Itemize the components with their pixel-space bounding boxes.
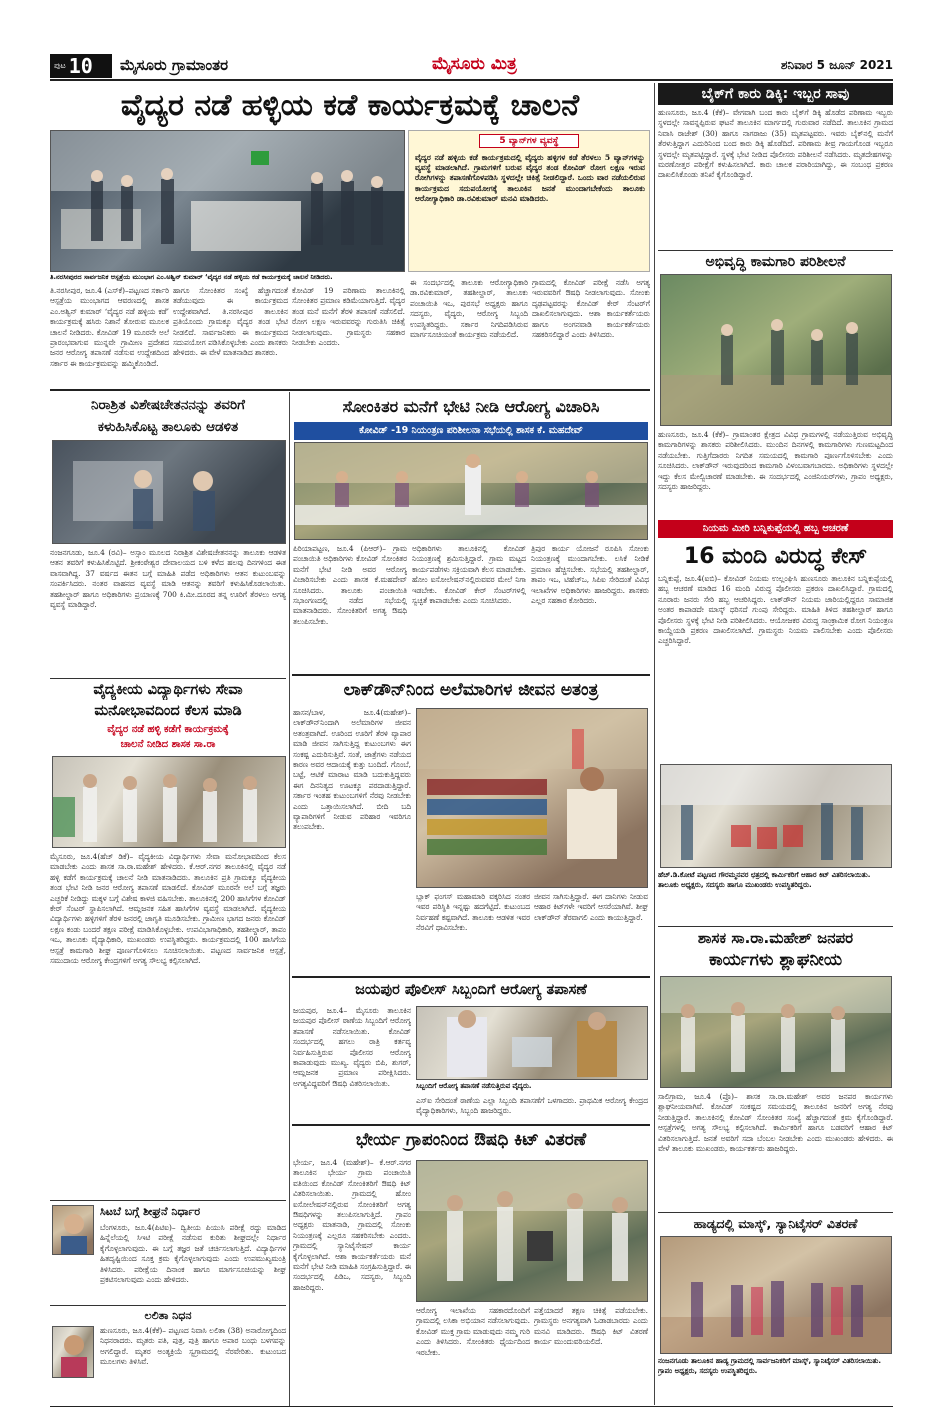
jayapura-photo — [416, 1006, 648, 1080]
sitabe-portrait-figure — [53, 1206, 94, 1255]
sonkitara-photo — [294, 442, 648, 540]
dev-works-text: ಹುಣಸೂರು, ಜೂ.4 (ಕೆಕೆ)– ಗ್ರಾಮಾಂತರ ಕ್ಷೇತ್ರದ ವಿವಿಧ ಗ್ರಾಮಗಳಲ್ಲಿ ನಡೆಯುತ್ತಿರುವ ಅಭಿವೃದ್ಧಿ ಕಾಮಗಾರಿಗಳನ್ನು ಶಾಸಕರು ಪರಿಶೀಲಿಸಿದರು. ಮುಂದಿನ ದಿನಗಳಲ್ಲಿ ಕಾಮಗಾರಿಗಳು ಗುಣಮಟ್ಟದಿಂದ ನಡೆಯಬೇಕು. ಗುತ್ತಿಗೆದಾರರು ನಿಗದಿತ ಸಮಯದಲ್ಲಿ ಕಾಮಗಾರಿ ಪೂರ್ಣಗೊಳಿಸಬೇಕು ಎಂದು ಸೂಚಿಸಿದರು. ಲಾಕ್‌ಡೌನ್ ಇರುವುದರಿಂದ ಕಾಮಗಾರಿ ವಿಳಂಬವಾಗಬಾರದು. ಅಧಿಕಾರಿಗಳು ಸ್ಥಳದಲ್ಲೇ ಇದ್ದು ಕೆಲಸ ಮೇಲ್ವಿಚಾರಣೆ ಮಾಡಬೇಕು. ಈ ಸಂದರ್ಭದಲ್ಲಿ ಎಂಜಿನಿಯರ್‌ಗಳು, ಗ್ರಾಪಂ ಅಧ್ಯಕ್ಷರು, ಸದಸ್ಯರು ಹಾಜರಿದ್ದರು. — [658, 430, 893, 492]
masthead — [50, 52, 893, 80]
ration-caption: ಹೆಚ್.ಡಿ.ಕೋಟೆ ಪಟ್ಟಣದ ಗೌರಮ್ಮನವರ ಛತ್ರದಲ್ಲಿ ಕಾರ್ಮಿಕರಿಗೆ ಆಹಾರ ಕಿಟ್ ವಿತರಿಸಲಾಯಿತು. ತಾಲೂಕು ಅಧ್ಯಕ್ಷರು, ಸದಸ್ಯರು ಹಾಗೂ ಮುಖಂಡರು ಉಪಸ್ಥಿತರಿದ್ದರು. — [658, 871, 871, 890]
masks-caption: ನಂಜನಗೂಡು ತಾಲೂಕಿನ ಹಾಡ್ಯ ಗ್ರಾಮದಲ್ಲಿ ಸಾರ್ವಜನಿಕರಿಗೆ ಮಾಸ್ಕ್, ಸ್ಯಾನಿಟೈಸರ್ ವಿತರಿಸಲಾಯಿತು. ಗ್ರಾಪಂ ಅಧ್ಯಕ್ಷರು, ಸದಸ್ಯರು ಉಪಸ್ಥಿತರಿದ್ದರು. — [658, 1357, 882, 1376]
lead-photo-caption: ತಿ.ನರಸೀಪುರದ ಸಾರ್ವಜನಿಕ ಆಸ್ಪತ್ರೆಯ ಮುಂಭಾಗ ಎಂ.ಅಶ್ವಿನ್ ಕುಮಾರ್ ‘ವೈದ್ಯರ ನಡೆ ಹಳ್ಳಿಯ ಕಡೆ ಕಾರ್ಯಕ್ರಮಕ್ಕೆ ಚಾಲನೆ ನೀಡಿದರು. — [50, 273, 333, 281]
masks-photo-figures — [661, 1237, 892, 1354]
jayapura-text2: ಎಸ್‌ಐ ಸೇರಿದಂತೆ ಠಾಣೆಯ ಎಲ್ಲಾ ಸಿಬ್ಬಂದಿ ತಪಾಸಣೆಗೆ ಒಳಗಾದರು. ಪ್ರಾಥಮಿಕ ಆರೋಗ್ಯ ಕೇಂದ್ರದ ವೈದ್ಯಾಧಿಕಾರಿಗಳು, ಸಿಬ್ಬಂದಿ ಹಾಜರಿದ್ದರು. — [416, 1096, 648, 1116]
orphan-headline-1: ನಿರಾಶ್ರಿತ ವಿಶೇಷಚೇತನನನ್ನು ತವರಿಗೆ — [91, 397, 245, 413]
ration-photo — [660, 764, 892, 868]
sitabe-headline: ಸಿಟಬೆ ಬಗ್ಗೆ ಶೀಘ್ರನೆ ನಿರ್ಧಾರ — [100, 1205, 201, 1218]
mla-headline-2: ಕಾರ್ಯಗಳು ಶ್ಲಾಘನೀಯ — [708, 950, 843, 970]
jayapura-text: ಜಯಪುರ, ಜೂ.4– ಮೈಸೂರು ತಾಲೂಕಿನ ಜಯಪುರ ಪೊಲೀಸ್ ಠಾಣೆಯ ಸಿಬ್ಬಂದಿಗೆ ಆರೋಗ್ಯ ತಪಾಸಣೆ ನಡೆಸಲಾಯಿತು. ಕೋವಿಡ್ ಸಂದರ್ಭದಲ್ಲಿ ಹಗಲು ರಾತ್ರಿ ಕರ್ತವ್ಯ ನಿರ್ವಹಿಸುತ್ತಿರುವ ಪೊಲೀಸರ ಆರೋಗ್ಯ ಕಾಪಾಡುವುದು ಮುಖ್ಯ. ವೈದ್ಯರು ಬಿಪಿ, ಶುಗರ್, ಆಮ್ಲಜನಕ ಪ್ರಮಾಣ ಪರೀಕ್ಷಿಸಿದರು. ಅಗತ್ಯವಿದ್ದವರಿಗೆ ಔಷಧಿ ವಿತರಿಸಲಾಯಿತು. — [293, 1006, 411, 1088]
mla-headline-1: ಶಾಸಕ ಸಾ.ರಾ.ಮಹೇಶ್ ಜನಪರ — [658, 926, 893, 948]
students-subhead-1: ವೈದ್ಯರ ನಡೆ ಹಳ್ಳಿ ಕಡೆಗೆ ಕಾರ್ಯಕ್ರಮಕ್ಕೆ — [107, 724, 229, 735]
dev-works-photo — [660, 274, 892, 426]
issue-date: ಶನಿವಾರ 5 ಜೂನ್ 2021 — [780, 58, 893, 72]
lead-bottom-rule — [50, 389, 650, 391]
orphan-headline-2: ಕಳುಹಿಸಿಕೊಟ್ಟ ತಾಲೂಕು ಆಡಳಿತ — [97, 419, 239, 435]
lead-sidebox — [408, 130, 650, 272]
students-text: ಮೈಸೂರು, ಜೂ.4(ಹೆಚ್ ಡಿಕೆ)– ವೈದ್ಯಕೀಯ ವಿದ್ಯಾರ್ಥಿಗಳು ಸೇವಾ ಮನೋಭಾವದಿಂದ ಕೆಲಸ ಮಾಡಬೇಕು ಎಂದು ಶಾಸಕ ಸಾ.ರಾ.ಮಹೇಶ್ ಹೇಳಿದರು. ಕೆ.ಆರ್.ನಗರ ತಾಲೂಕಿನಲ್ಲಿ ವೈದ್ಯರ ನಡೆ ಹಳ್ಳಿ ಕಡೆಗೆ ಕಾರ್ಯಕ್ರಮಕ್ಕೆ ಚಾಲನೆ ನೀಡಿ ಮಾತನಾಡಿದರು. ತಾಲೂಕಿನ ಪ್ರತಿ ಗ್ರಾಮಕ್ಕೂ ವೈದ್ಯಕೀಯ ತಂಡ ಭೇಟಿ ನೀಡಿ ಜನರ ಆರೋಗ್ಯ ತಪಾಸಣೆ ಮಾಡಲಿದೆ. ಕೋವಿಡ್ ಮೂರನೇ ಅಲೆ ಬಗ್ಗೆ ತಜ್ಞರು ಎಚ್ಚರಿಕೆ ನೀಡಿದ್ದು ಮಕ್ಕಳ ಬಗ್ಗೆ ವಿಶೇಷ ಕಾಳಜಿ ವಹಿಸಬೇಕು. ತಾಲೂಕಿನಲ್ಲಿ 200 ಹಾಸಿಗೆಗಳ ಕೋವಿಡ್ ಕೇರ್ ಸೆಂಟರ್ ಸ್ಥಾಪಿಸಲಾಗಿದೆ. ಆಮ್ಲಜನಕ ಸಹಿತ ಹಾಸಿಗೆಗಳ ವ್ಯವಸ್ಥೆ ಮಾಡಲಾಗಿದೆ. ವೈದ್ಯಕೀಯ ವಿದ್ಯಾರ್ಥಿಗಳು ಹಳ್ಳಿಗಳಿಗೆ ತೆರಳಿ ಜನರಲ್ಲಿ ಜಾಗೃತಿ ಮೂಡಿಸಬೇಕು. ಗ್ರಾಮೀಣ ಭಾಗದ ಜನರು ಕೋವಿಡ್ ಲಕ್ಷಣ ಕಂಡು ಬಂದರೆ ತಕ್ಷಣ ಪರೀಕ್ಷೆ ಮಾಡಿಸಿಕೊಳ್ಳಬೇಕು. ಉಪವಿಭಾಗಾಧಿಕಾರಿ, ತಹಶೀಲ್ದಾರ್, ತಾಪಂ ಇಒ, ತಾಲೂಕು ವೈದ್ಯಾಧಿಕಾರಿ, ಮುಖಂಡರು ಉಪಸ್ಥಿತರಿದ್ದರು. ಕಾರ್ಯಕ್ರಮದಲ್ಲಿ 100 ಹಾಸಿಗೆಯ ಆಸ್ಪತ್ರೆ ಕಾಮಗಾರಿ ಶೀಘ್ರ ಪೂರ್ಣಗೊಳಿಸಲು ಸೂಚಿಸಲಾಯಿತು. ಪಟ್ಟಣದ ಸಾರ್ವಜನಿಕ ಆಸ್ಪತ್ರೆ, ಸಮುದಾಯ ಆರೋಗ್ಯ ಕೇಂದ್ರಗಳಿಗೆ ಅಗತ್ಯ ಸೌಲಭ್ಯ ಕಲ್ಪಿಸಲಾಗಿದೆ. — [50, 852, 286, 966]
case-headline: 16 ಮಂದಿ ವಿರುದ್ಧ ಕೇಸ್ — [683, 543, 868, 569]
obit-block — [50, 1305, 286, 1405]
sonkitara-photo-figures — [295, 443, 648, 540]
sitabe-block — [50, 1200, 286, 1302]
dev-works-headline: ಅಭಿವೃದ್ಧಿ ಕಾಮಗಾರಿ ಪರಿಶೀಲನೆ — [658, 250, 893, 272]
section-label: ಮೈಸೂರು ಗ್ರಾಮಾಂತರ — [120, 56, 229, 74]
masthead-rule — [50, 79, 893, 81]
obit-portrait — [52, 1326, 94, 1378]
obit-text: ಹುಣಸೂರು, ಜೂ.4(ಕೆಕೆ)– ಪಟ್ಟಣದ ನಿವಾಸಿ ಲಲಿತಾ (38) ಅನಾರೋಗ್ಯದಿಂದ ನಿಧನರಾದರು. ಮೃತರು ಪತಿ, ಪುತ್ರ, ಪುತ್ರಿ ಹಾಗೂ ಅಪಾರ ಬಂಧು ಬಳಗವನ್ನು ಅಗಲಿದ್ದಾರೆ. ಮೃತರ ಅಂತ್ಯಕ್ರಿಯೆ ಸ್ವಗ್ರಾಮದಲ್ಲಿ ನೆರವೇರಿತು. ಕುಟುಂಬದ ಮೂಲಗಳು ತಿಳಿಸಿವೆ. — [100, 1326, 286, 1367]
sonkitara-headline: ಸೋಂಕಿತರ ಮನೆಗೆ ಭೇಟಿ ನೀಡಿ ಆರೋಗ್ಯ ವಿಚಾರಿಸಿ — [342, 397, 600, 416]
bhairya-text: ಭೇರ್ಯ, ಜೂ.4 (ಮಹೇಶ್)– ಕೆ.ಆರ್.ನಗರ ತಾಲೂಕಿನ ಭೇರ್ಯ ಗ್ರಾಮ ಪಂಚಾಯಿತಿ ವತಿಯಿಂದ ಕೋವಿಡ್ ಸೋಂಕಿತರಿಗೆ ಔಷಧಿ ಕಿಟ್ ವಿತರಿಸಲಾಯಿತು. ಗ್ರಾಮದಲ್ಲಿ ಹೋಂ ಐಸೋಲೇಷನ್‌ನಲ್ಲಿರುವ ಸೋಂಕಿತರಿಗೆ ಅಗತ್ಯ ಔಷಧಿಗಳನ್ನು ತಲುಪಿಸಲಾಗುತ್ತಿದೆ. ಗ್ರಾಪಂ ಅಧ್ಯಕ್ಷರು ಮಾತನಾಡಿ, ಗ್ರಾಮದಲ್ಲಿ ಸೋಂಕು ನಿಯಂತ್ರಣಕ್ಕೆ ಎಲ್ಲರೂ ಸಹಕರಿಸಬೇಕು ಎಂದರು. ಗ್ರಾಮದಲ್ಲಿ ಸ್ಯಾನಿಟೈಸೇಷನ್ ಕಾರ್ಯ ಕೈಗೊಳ್ಳಲಾಗಿದೆ. ಆಶಾ ಕಾರ್ಯಕರ್ತೆಯರು ಮನೆ ಮನೆಗೆ ಭೇಟಿ ನೀಡಿ ಮಾಹಿತಿ ಸಂಗ್ರಹಿಸುತ್ತಿದ್ದಾರೆ. ಈ ಸಂದರ್ಭದಲ್ಲಿ ಪಿಡಿಒ, ಸದಸ್ಯರು, ಸಿಬ್ಬಂದಿ ಹಾಜರಿದ್ದರು. — [293, 1158, 411, 1292]
lockdown-text-bottom2: ಜೀವನ ಸಾಗಿಸುತ್ತಿದ್ದಾರೆ. ಈಗ ದಾನಿಗಳು ನೀಡುವ ಆಹಾರ ಕಿಟ್‌ಗಳೇ ಇವರಿಗೆ ಆಸರೆಯಾಗಿವೆ. ಶೀಘ್ರ ಲಾಕ್‌ಡೌನ್ ತೆರವಾಗಲಿ ಎಂದು ಕಾಯುತ್ತಿದ್ದಾರೆ. — [534, 892, 648, 922]
sonkitara-banner: ಕೋವಿಡ್ -19 ನಿಯಂತ್ರಣ ಪರಿಶೀಲನಾ ಸಭೆಯಲ್ಲಿ ಶಾಸಕ ಕೆ. ಮಹದೇವ್ — [294, 422, 648, 440]
obit-portrait-figure — [53, 1327, 94, 1378]
sonkitara-text-col1: ಪಿರಿಯಾಪಟ್ಟಣ, ಜೂ.4 (ಪಿಆರ್)– ಗ್ರಾಮ ಪಂಚಾಯಿತಿ ಅಧಿಕಾರಿಗಳು ಕೋವಿಡ್ ಸೋಂಕಿತರ ಮನೆಗೆ ಭೇಟಿ ನೀಡಿ ಅವರ ಆರೋಗ್ಯ ವಿಚಾರಿಸಬೇಕು ಎಂದು ಶಾಸಕ ಕೆ.ಮಹದೇವ್ ಸೂಚಿಸಿದರು. ತಾಲೂಕು ಪಂಚಾಯಿತಿ ಸಭಾಂಗಣದಲ್ಲಿ ನಡೆದ ಸಭೆಯಲ್ಲಿ ಮಾತನಾಡಿದರು. ಸೋಂಕಿತರಿಗೆ ಅಗತ್ಯ ಔಷಧಿ ತಲುಪಿಸಬೇಕು. — [293, 544, 407, 626]
students-headline-2: ಮನೋಭಾವದಿಂದ ಕೆಲಸ ಮಾಡಿ — [94, 703, 242, 719]
dev-works-photo-figures — [661, 275, 892, 426]
lead-sidebox-title: 5 ವ್ಯಾನ್‌ಗಳ ವ್ಯವಸ್ಥೆ — [479, 134, 579, 148]
lead-text-col1: ತಿ.ನರಸೀಪುರ, ಜೂ.4 (ಎಸ್‌ಕೆ)–ಪಟ್ಟಣದ ಸರ್ಕಾರಿ ಆಸ್ಪತ್ರೆಯ ಮುಂಭಾಗದ ಆವರಣದಲ್ಲಿ ಶಾಸಕ ಎಂ.ಅಶ್ವಿನ್ ಕುಮಾರ್ ‘ವೈದ್ಯರ ನಡೆ ಹಳ್ಳಿಯ ಕಡೆ’ ಕಾರ್ಯಕ್ರಮಕ್ಕೆ ಹಸಿರು ನಿಶಾನೆ ತೋರುವ ಮೂಲಕ ಚಾಲನೆ ನೀಡಿದರು. ಕೋವಿಡ್ 19 ಮೂರನೇ ಅಲೆ ಪ್ರಾರಂಭವಾಗುವ ಮುನ್ನವೇ ಗ್ರಾಮೀಣ ಪ್ರದೇಶದ ಜನರ ಆರೋಗ್ಯ ತಪಾಸಣೆ ನಡೆಸುವ ಉದ್ದೇಶದಿಂದ ಸರ್ಕಾರ ಈ ಕಾರ್ಯಕ್ರಮವನ್ನು ಹಮ್ಮಿಕೊಂಡಿದೆ. — [50, 286, 169, 368]
page-number-box — [50, 54, 112, 78]
case-text: ಬನ್ನಿಕುಪ್ಪೆ, ಜೂ.4(ಐಬಿ)– ಕೋವಿಡ್ ನಿಯಮ ಉಲ್ಲಂಘಿಸಿ ಹುಣಸೂರು ತಾಲೂಕಿನ ಬನ್ನಿಕುಪ್ಪೆಯಲ್ಲಿ ಹಬ್ಬ ಆಚರಣೆ ಮಾಡಿದ 16 ಮಂದಿ ವಿರುದ್ಧ ಪೊಲೀಸರು ಪ್ರಕರಣ ದಾಖಲಿಸಿದ್ದಾರೆ. ಗ್ರಾಮದಲ್ಲಿ ನೂರಾರು ಜನರು ಸೇರಿ ಹಬ್ಬ ಆಚರಿಸಿದ್ದರು. ಲಾಕ್‌ಡೌನ್ ನಿಯಮ ಜಾರಿಯಲ್ಲಿದ್ದರೂ ಸಾಮಾಜಿಕ ಅಂತರ ಕಾಪಾಡದೇ ಮಾಸ್ಕ್ ಧರಿಸದೆ ಗುಂಪು ಸೇರಿದ್ದರು. ಮಾಹಿತಿ ತಿಳಿದ ತಹಶೀಲ್ದಾರ್ ಹಾಗೂ ಪೊಲೀಸರು ಸ್ಥಳಕ್ಕೆ ಭೇಟಿ ನೀಡಿ ಪರಿಶೀಲಿಸಿದರು. ಆಯೋಜಕರ ವಿರುದ್ಧ ಸಾಂಕ್ರಾಮಿಕ ರೋಗ ನಿಯಂತ್ರಣ ಕಾಯ್ದೆಯಡಿ ಪ್ರಕರಣ ದಾಖಲಿಸಲಾಗಿದೆ. ಗ್ರಾಮಸ್ಥರು ನಿಯಮ ಪಾಲಿಸಬೇಕು ಎಂದು ಪೊಲೀಸರು ಎಚ್ಚರಿಸಿದ್ದಾರೆ. — [658, 574, 893, 646]
lead-sidebox-text: ವೈದ್ಯರ ನಡೆ ಹಳ್ಳಿಯ ಕಡೆ ಕಾರ್ಯಕ್ರಮದಲ್ಲಿ ವೈದ್ಯರು ಹಳ್ಳಿಗಳ ಕಡೆ ತೆರಳಲು 5 ವ್ಯಾನ್‌ಗಳನ್ನು ವ್ಯವಸ್ಥೆ ಮಾಡಲಾಗಿದೆ. ಗ್ರಾಮಗಳಿಗೆ ಬರುವ ವೈದ್ಯರ ತಂಡ ಕೋವಿಡ್ ರೋಗ ಲಕ್ಷಣ ಇರುವ ರೋಗಿಗಳನ್ನು ತಪಾಸಣೆಗೊಳಪಡಿಸಿ ಸ್ಥಳದಲ್ಲೇ ಚಿಕಿತ್ಸೆ ನೀಡಲಿದ್ದಾರೆ. ಒಂದು ವಾರ ನಡೆಯಲಿರುವ ಕಾರ್ಯಕ್ರಮದ ಸದುಪಯೋಗಕ್ಕೆ ತಾಲೂಕಿನ ಜನತೆ ಮುಂದಾಗಬೇಕೆಂದು ತಾಲೂಕು ಆರೋಗ್ಯಾಧಿಕಾರಿ ಡಾ.ರವಿಕುಮಾರ್ ಮನವಿ ಮಾಡಿದರು. — [415, 153, 645, 203]
masks-photo — [660, 1236, 892, 1354]
students-photo-figures — [53, 757, 286, 848]
sonkitara-text-col3: ತ್ರಿಪುರ ಕಾರ್ಯ ಯೋಜನೆ ರೂಪಿಸಿ ಸೋಂಕು ನಿಯಂತ್ರಣಕ್ಕೆ ಮುಂದಾಗಬೇಕು. ಲಸಿಕೆ ನೀಡಿಕೆ ಪ್ರಮಾಣ ಹೆಚ್ಚಿಸಬೇಕು. ಸಭೆಯಲ್ಲಿ ತಹಶೀಲ್ದಾರ್, ತಾಪಂ ಇಒ, ಟಿಹೆಚ್‌ಒ, ಸಿಪಿಐ ಸೇರಿದಂತೆ ವಿವಿಧ ಇಲಾಖೆಗಳ ಅಧಿಕಾರಿಗಳು ಹಾಜರಿದ್ದರು. ಶಾಸಕರು ಎಲ್ಲರ ಸಹಕಾರ ಕೋರಿದರು. — [531, 544, 649, 606]
orphan-text: ನಂಜನಗೂಡು, ಜೂ.4 (ರವಿ)– ಅಸ್ಸಾಂ ಮೂಲದ ನಿರಾಶ್ರಿತ ವಿಶೇಷಚೇತನನನ್ನು ತಾಲೂಕು ಆಡಳಿತ ಆತನ ತವರಿಗೆ ಕಳುಹಿಸಿಕೊಟ್ಟಿದೆ. ಶ್ರೀಕಂಠೇಶ್ವರ ದೇವಾಲಯದ ಬಳಿ ಕಳೆದ ಹಲವು ದಿನಗಳಿಂದ ಈತ ವಾಸವಾಗಿದ್ದ. 37 ವರ್ಷದ ಈತನ ಬಗ್ಗೆ ಮಾಹಿತಿ ಪಡೆದ ಅಧಿಕಾರಿಗಳು ಆತನ ಕುಟುಂಬವನ್ನು ಸಂಪರ್ಕಿಸಿದರು. ನಂತರ ವಾಹನದ ವ್ಯವಸ್ಥೆ ಮಾಡಿ ಆತನನ್ನು ತವರಿಗೆ ಕಳುಹಿಸಿಕೊಡಲಾಯಿತು. ತಹಶೀಲ್ದಾರ್ ಹಾಗೂ ಅಧಿಕಾರಿಗಳು ಪ್ರಯಾಣಕ್ಕೆ 700 ಕಿ.ಮೀ.ದೂರದ ತನ್ನ ಊರಿಗೆ ತೆರಳಲು ಅಗತ್ಯ ವ್ಯವಸ್ಥೆ ಮಾಡಿದ್ದಾರೆ. — [50, 548, 286, 610]
lead-text-col2: ಹಾಗೂ ಸೋಂಕಿತರ ಸಂಖ್ಯೆ ಹೆಚ್ಚಾಗದಂತೆ ತಡೆಯುವುದು ಈ ಕಾರ್ಯಕ್ರಮದ ಉದ್ದೇಶವಾಗಿದೆ. ತಿ.ನರಸೀಪುರ ತಾಲೂಕಿನ ಪ್ರತಿಯೊಂದು ಗ್ರಾಮಕ್ಕೂ ವೈದ್ಯರ ತಂಡ ಭೇಟಿ ನೀಡಲಿದೆ. ಸಾರ್ವಜನಿಕರು ಈ ಕಾರ್ಯಕ್ರಮದ ಸದುಪಯೋಗ ಪಡಿಸಿಕೊಳ್ಳಬೇಕು ಎಂದು ಶಾಸಕರು ಹೇಳಿದರು. ಈ ವೇಳೆ ಮಾತನಾಡಿದ ಶಾಸಕರು. — [173, 286, 288, 358]
sitabe-text: ಬೆಂಗಳೂರು, ಜೂ.4(ಪಿಟಿಐ)– ದ್ವಿತೀಯ ಪಿಯುಸಿ ಪರೀಕ್ಷೆ ರದ್ದು ಮಾಡಿದ ಹಿನ್ನೆಲೆಯಲ್ಲಿ ಸಿಇಟಿ ಪರೀಕ್ಷೆ ನಡೆಸುವ ಕುರಿತು ಶೀಘ್ರದಲ್ಲೇ ನಿರ್ಧಾರ ಕೈಗೊಳ್ಳಲಾಗುವುದು. ಈ ಬಗ್ಗೆ ತಜ್ಞರ ಜತೆ ಚರ್ಚಿಸಲಾಗುತ್ತಿದೆ. ವಿದ್ಯಾರ್ಥಿಗಳ ಹಿತದೃಷ್ಟಿಯಿಂದ ಸೂಕ್ತ ಕ್ರಮ ಕೈಗೊಳ್ಳಲಾಗುವುದು ಎಂದು ಉಪಮುಖ್ಯಮಂತ್ರಿ ತಿಳಿಸಿದರು. ಪರೀಕ್ಷೆಯ ದಿನಾಂಕ ಹಾಗೂ ಮಾರ್ಗಸೂಚಿಯನ್ನು ಶೀಘ್ರ ಪ್ರಕಟಿಸಲಾಗುವುದು ಎಂದು ಹೇಳಿದರು. — [100, 1223, 286, 1285]
lockdown-text: ಹಾಸನ/ಬಾಳ, ಜೂ.4(ಮಹೇಶ್)– ಲಾಕ್‌ಡೌನ್‌ನಿಂದಾಗಿ ಅಲೆಮಾರಿಗಳ ಜೀವನ ಅತಂತ್ರವಾಗಿದೆ. ಊರಿಂದ ಊರಿಗೆ ತೆರಳಿ ವ್ಯಾಪಾರ ಮಾಡಿ ಜೀವನ ಸಾಗಿಸುತ್ತಿದ್ದ ಕುಟುಂಬಗಳು ಈಗ ಸಂಕಷ್ಟ ಎದುರಿಸುತ್ತಿವೆ. ಸಂತೆ, ಜಾತ್ರೆಗಳು ನಡೆಯದ ಕಾರಣ ಅವರ ಆದಾಯಕ್ಕೆ ಕುತ್ತು ಬಂದಿದೆ. ಗೊಂಬೆ, ಬಟ್ಟೆ, ಆಟಿಕೆ ಮಾರಾಟ ಮಾಡಿ ಬದುಕುತ್ತಿದ್ದವರು ಈಗ ದಿನನಿತ್ಯದ ಊಟಕ್ಕೂ ಪರದಾಡುತ್ತಿದ್ದಾರೆ. ಸರ್ಕಾರ ಇಂತಹ ಕುಟುಂಬಗಳಿಗೆ ನೆರವು ನೀಡಬೇಕು ಎಂದು ಒತ್ತಾಯಿಸಲಾಗಿದೆ. ಬೀದಿ ಬದಿ ವ್ಯಾಪಾರಿಗಳಿಗೆ ನೀಡುವ ಪರಿಹಾರ ಇವರಿಗೂ ತಲುಪಬೇಕು. — [293, 708, 411, 832]
lockdown-text-bottom1: ಬ್ಲಾಕ್ ಫಂಗಸ್ ಮಹಾಮಾರಿ ವಕ್ಕರಿಸಿದ ನಂತರ ಇವರ ಪರಿಸ್ಥಿತಿ ಇನ್ನಷ್ಟು ಹದಗೆಟ್ಟಿದೆ. ಕುಟುಂಬದ ನಿರ್ವಹಣೆ ಕಷ್ಟವಾಗಿದೆ. ತಾಲೂಕು ಆಡಳಿತ ಇವರ ನೆರವಿಗೆ ಧಾವಿಸಬೇಕು. — [416, 892, 530, 933]
lead-text-col5: ಗ್ರಾಮದಲ್ಲಿ ಕೋವಿಡ್ ಪರೀಕ್ಷೆ ನಡೆಸಿ ಅಗತ್ಯ ಇರುವವರಿಗೆ ಔಷಧಿ ನೀಡಲಾಗುವುದು. ಸೋಂಕು ದೃಢಪಟ್ಟವರನ್ನು ಕೋವಿಡ್ ಕೇರ್ ಸೆಂಟರ್‌ಗೆ ದಾಖಲಿಸಲಾಗುವುದು. ಆಶಾ ಕಾರ್ಯಕರ್ತೆಯರು ಹಾಗೂ ಅಂಗನವಾಡಿ ಕಾರ್ಯಕರ್ತೆಯರು ಸಹಕರಿಸಲಿದ್ದಾರೆ ಎಂದು ತಿಳಿಸಿದರು. — [532, 278, 650, 340]
students-headline-1: ವೈದ್ಯಕೀಯ ವಿದ್ಯಾರ್ಥಿಗಳು ಸೇವಾ — [50, 678, 286, 700]
right-top-headline: ಬೈಕ್‌ಗೆ ಕಾರು ಡಿಕ್ಕಿ: ಇಬ್ಬರ ಸಾವು — [658, 83, 893, 105]
bhairya-photo-figures — [417, 1161, 648, 1302]
ration-photo-figures — [661, 765, 892, 868]
mla-photo — [660, 976, 892, 1088]
bhairya-photo — [416, 1160, 648, 1302]
jayapura-headline: ಜಯಪುರ ಪೊಲೀಸ್ ಸಿಬ್ಬಂದಿಗೆ ಆರೋಗ್ಯ ತಪಾಸಣೆ — [292, 976, 650, 1002]
page-number: 10 — [68, 54, 93, 78]
lead-text-col4: ಈ ಸಂದರ್ಭದಲ್ಲಿ ತಾಲೂಕು ಆರೋಗ್ಯಾಧಿಕಾರಿ ಡಾ.ರವಿಕುಮಾರ್, ತಹಶೀಲ್ದಾರ್, ತಾಲೂಕು ಪಂಚಾಯಿತಿ ಇಒ, ಪುರಸಭೆ ಅಧ್ಯಕ್ಷರು ಹಾಗೂ ಸದಸ್ಯರು, ವೈದ್ಯರು, ಆರೋಗ್ಯ ಸಿಬ್ಬಂದಿ ಉಪಸ್ಥಿತರಿದ್ದರು. ಸರ್ಕಾರ ನಿಗದಿಪಡಿಸಿರುವ ಮಾರ್ಗಸೂಚಿಯಂತೆ ಕಾರ್ಯಕ್ರಮ ನಡೆಯಲಿದೆ. — [410, 278, 528, 340]
students-photo — [52, 756, 286, 848]
lockdown-photo-figures — [417, 709, 648, 888]
sitabe-portrait — [52, 1205, 94, 1255]
lead-photo-figures — [51, 131, 405, 272]
bhairya-text3: ಪತ್ತೆಯಾದರೆ ತಕ್ಷಣ ಚಿಕಿತ್ಸೆ ಪಡೆಯಬೇಕು. ಗ್ರಾಮಸ್ಥರು ಅನಗತ್ಯವಾಗಿ ಓಡಾಡಬಾರದು ಎಂದು ಮನವಿ ಮಾಡಿದರು. ಔಷಧಿ ಕಿಟ್ ವಿತರಣೆ ಕಾರ್ಯ ಮುಂದುವರಿಯಲಿದೆ. — [534, 1306, 648, 1347]
page-bottom-rule — [50, 1406, 893, 1407]
orphan-photo — [52, 440, 286, 544]
mla-photo-figures — [661, 977, 892, 1088]
jayapura-photo-figures — [417, 1007, 648, 1080]
orphan-photo-figures — [53, 441, 286, 544]
lead-photo — [50, 130, 405, 272]
lead-text-col3: ಕೋವಿಡ್ 19 ಪರಿಣಾಮ ತಾಲೂಕಿನಲ್ಲಿ ಸೋಂಕಿತರ ಪ್ರಮಾಣ ಕಡಿಮೆಯಾಗುತ್ತಿದೆ. ವೈದ್ಯರ ತಂಡ ಮನೆ ಮನೆಗೆ ತೆರಳಿ ತಪಾಸಣೆ ನಡೆಸಲಿದೆ. ರೋಗ ಲಕ್ಷಣ ಇರುವವರನ್ನು ಗುರುತಿಸಿ ಚಿಕಿತ್ಸೆ ನೀಡಲಾಗುವುದು. ಗ್ರಾಮಸ್ಥರು ಸಹಕಾರ ನೀಡಬೇಕು ಎಂದರು. — [292, 286, 405, 348]
lockdown-headline: ಲಾಕ್‌ಡೌನ್‌ನಿಂದ ಅಲೆಮಾರಿಗಳ ಜೀವನ ಅತಂತ್ರ — [292, 674, 650, 704]
paper-name: ಮೈಸೂರು ಮಿತ್ರ — [432, 54, 517, 74]
students-subhead-2: ಚಾಲನೆ ನೀಡಿದ ಶಾಸಕ ಸಾ.ರಾ — [120, 739, 216, 750]
lead-headline: ವೈದ್ಯರ ನಡೆ ಹಳ್ಳಿಯ ಕಡೆ ಕಾರ್ಯಕ್ರಮಕ್ಕೆ ಚಾಲನೆ — [120, 87, 580, 123]
case-kicker: ನಿಯಮ ಮೀರಿ ಬನ್ನಿಕುಪ್ಪೆಯಲ್ಲಿ ಹಬ್ಬ ಆಚರಣೆ — [658, 520, 893, 538]
page-label: ಪುಟ — [54, 61, 66, 70]
left-column-divider — [289, 392, 290, 1406]
right-column-divider — [654, 83, 655, 1405]
jayapura-caption: ಸಿಬ್ಬಂದಿಗೆ ಆರೋಗ್ಯ ತಪಾಸಣೆ ನಡೆಸುತ್ತಿರುವ ವೈದ್ಯರು. — [416, 1082, 532, 1090]
bhairya-text2: ಆರೋಗ್ಯ ಇಲಾಖೆಯ ಸಹಕಾರದೊಂದಿಗೆ ಗ್ರಾಮದಲ್ಲಿ ಲಸಿಕಾ ಅಭಿಯಾನ ನಡೆಸಲಾಗುವುದು. ಕೋವಿಡ್ ಮುಕ್ತ ಗ್ರಾಮ ಮಾಡುವುದು ನಮ್ಮ ಗುರಿ ಎಂದು ತಿಳಿಸಿದರು. ಸೋಂಕಿತರು ಧೈರ್ಯದಿಂದ ಇರಬೇಕು. — [416, 1306, 530, 1357]
obit-headline: ಲಲಿತಾ ನಿಧನ — [144, 1309, 192, 1322]
mla-text: ಸಾಲಿಗ್ರಾಮ, ಜೂ.4 (ಪ್ರೊ)– ಶಾಸಕ ಸಾ.ರಾ.ಮಹೇಶ್ ಅವರ ಜನಪರ ಕಾರ್ಯಗಳು ಶ್ಲಾಘನೀಯವಾಗಿವೆ. ಕೋವಿಡ್ ಸಂಕಷ್ಟದ ಸಮಯದಲ್ಲಿ ತಾಲೂಕಿನ ಜನರಿಗೆ ಅಗತ್ಯ ನೆರವು ನೀಡುತ್ತಿದ್ದಾರೆ. ತಾಲೂಕಿನಲ್ಲಿ ಕೋವಿಡ್ ಸೋಂಕಿತರ ಸಂಖ್ಯೆ ಹೆಚ್ಚಾಗದಂತೆ ಕ್ರಮ ಕೈಗೊಂಡಿದ್ದಾರೆ. ಆಸ್ಪತ್ರೆಗಳಲ್ಲಿ ಅಗತ್ಯ ಸೌಲಭ್ಯ ಕಲ್ಪಿಸಲಾಗಿದೆ. ಕಾರ್ಮಿಕರಿಗೆ ಹಾಗೂ ಬಡವರಿಗೆ ಆಹಾರ ಕಿಟ್ ವಿತರಿಸಲಾಗುತ್ತಿದೆ. ಜನತೆ ಅವರಿಗೆ ಸದಾ ಬೆಂಬಲ ನೀಡಬೇಕು ಎಂದು ಮುಖಂಡರು ಹೇಳಿದರು. ಈ ವೇಳೆ ತಾಲೂಕು ಮುಖಂಡರು, ಕಾರ್ಯಕರ್ತರು ಹಾಜರಿದ್ದರು. — [658, 1092, 893, 1154]
sonkitara-text-col2: ಅಧಿಕಾರಿಗಳು ತಾಲೂಕಿನಲ್ಲಿ ಕೋವಿಡ್ ನಿಯಂತ್ರಣಕ್ಕೆ ಶ್ರಮಿಸುತ್ತಿದ್ದಾರೆ. ಗ್ರಾಮ ಮಟ್ಟದ ಕಾರ್ಯಪಡೆಗಳು ಸಕ್ರಿಯವಾಗಿ ಕೆಲಸ ಮಾಡಬೇಕು. ಹೋಂ ಐಸೋಲೇಷನ್‌ನಲ್ಲಿರುವವರ ಮೇಲೆ ನಿಗಾ ಇಡಬೇಕು. ಕೋವಿಡ್ ಕೇರ್ ಸೆಂಟರ್‌ಗಳಲ್ಲಿ ಸ್ವಚ್ಛತೆ ಕಾಪಾಡಬೇಕು ಎಂದು ಸೂಚಿಸಿದರು. — [412, 544, 526, 606]
lockdown-photo — [416, 708, 648, 888]
bhairya-headline: ಭೇರ್ಯ ಗ್ರಾಪಂನಿಂದ ಔಷಧಿ ಕಿಟ್ ವಿತರಣೆ — [292, 1124, 650, 1154]
right-top-text: ಹುಣಸೂರು, ಜೂ.4 (ಕೆಕೆ)– ವೇಗವಾಗಿ ಬಂದ ಕಾರು ಬೈಕ್‌ಗೆ ಡಿಕ್ಕಿ ಹೊಡೆದ ಪರಿಣಾಮ ಇಬ್ಬರು ಸ್ಥಳದಲ್ಲೇ ಸಾವನ್ನಪ್ಪಿರುವ ಘಟನೆ ತಾಲೂಕಿನ ಮಾರ್ಗದಲ್ಲಿ ಗುರುವಾರ ನಡೆದಿದೆ. ತಾಲೂಕಿನ ಗ್ರಾಮದ ನಿವಾಸಿ ರಾಜೇಶ್ (30) ಹಾಗೂ ನಾಗರಾಜು (35) ಮೃತಪಟ್ಟವರು. ಇವರು ಬೈಕ್‌ನಲ್ಲಿ ಮನೆಗೆ ತೆರಳುತ್ತಿದ್ದಾಗ ಎದುರಿನಿಂದ ಬಂದ ಕಾರು ಡಿಕ್ಕಿ ಹೊಡೆದಿದೆ. ಪರಿಣಾಮ ತೀವ್ರ ಗಾಯಗೊಂಡ ಇಬ್ಬರೂ ಸ್ಥಳದಲ್ಲೇ ಮೃತಪಟ್ಟಿದ್ದಾರೆ. ಸ್ಥಳಕ್ಕೆ ಭೇಟಿ ನೀಡಿದ ಪೊಲೀಸರು ಪರಿಶೀಲನೆ ನಡೆಸಿದರು. ಮೃತದೇಹಗಳನ್ನು ಮರಣೋತ್ತರ ಪರೀಕ್ಷೆಗೆ ಕಳುಹಿಸಲಾಗಿದೆ. ಕಾರು ಚಾಲಕ ಪರಾರಿಯಾಗಿದ್ದು, ಈ ಸಂಬಂಧ ಪ್ರಕರಣ ದಾಖಲಿಸಿಕೊಂಡು ತನಿಖೆ ಕೈಗೊಂಡಿದ್ದಾರೆ. — [658, 108, 893, 180]
masks-headline: ಹಾಡ್ಯದಲ್ಲಿ ಮಾಸ್ಕ್, ಸ್ಯಾನಿಟೈಸರ್ ವಿತರಣೆ — [658, 1212, 893, 1234]
